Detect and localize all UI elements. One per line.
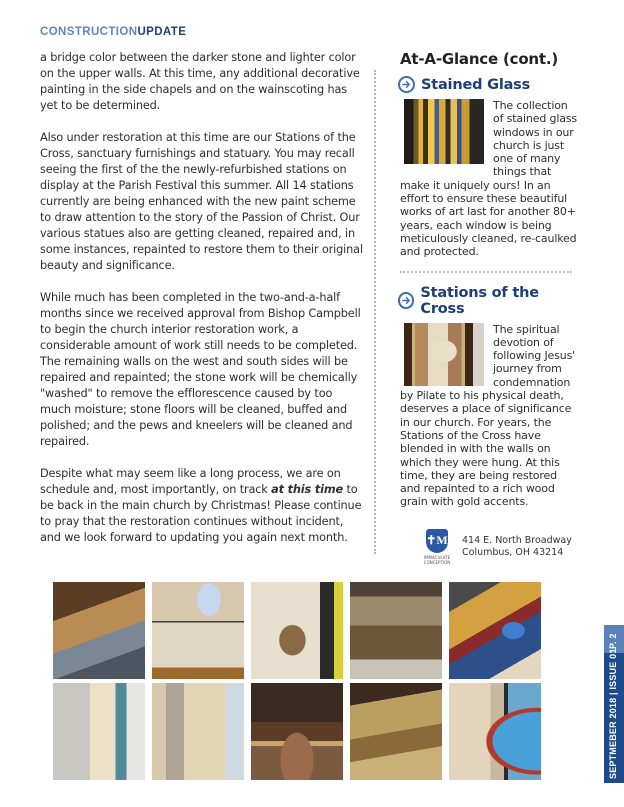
kicker-update: UPDATE bbox=[137, 26, 187, 38]
section-kicker bbox=[40, 26, 186, 38]
station-painting-photo bbox=[404, 323, 484, 386]
immaculate-conception-logo bbox=[422, 529, 452, 565]
section-title: Stations of the Cross bbox=[420, 284, 539, 317]
photo-arched-stained-glass-window bbox=[449, 683, 541, 780]
article-paragraph-1: a bridge color between the darker stone and lighter color on the upper walls. At this time, any additional decorative painting in the side chapels and on the wainscoting has yet to be determined. bbox=[40, 51, 360, 112]
section-stations-of-the-cross bbox=[400, 285, 580, 509]
arrow-circle-right-icon bbox=[398, 292, 414, 309]
shield-icon: ✝M bbox=[426, 529, 448, 553]
issue-date: SEPTMEBER 2018 | ISSUE 01 bbox=[608, 648, 618, 779]
section-separator bbox=[400, 271, 572, 273]
article-paragraph-4 bbox=[40, 466, 366, 546]
kicker-construction: CONSTRUCTION bbox=[40, 26, 138, 38]
section-stained-glass bbox=[400, 76, 580, 259]
photo-stone-floor-cleaning bbox=[350, 683, 442, 780]
photo-station-frame-carried bbox=[251, 582, 343, 679]
arrow-circle-right-icon bbox=[398, 76, 415, 93]
photo-stained-glass-triptych-wall bbox=[152, 582, 244, 679]
sidebar-title: At-A-Glance (cont.) bbox=[400, 50, 559, 68]
section-body bbox=[400, 323, 580, 509]
at-a-glance-sidebar bbox=[400, 50, 580, 565]
photo-repainted-wall-corner bbox=[152, 683, 244, 780]
section-text: The collection of stained glass windows in our church is just one of many things that make it uniquely ours! In an effort to ensure these beautiful works of art last for another 80+ years, each window is being meticulously cleaned, re-caulked and protected. bbox=[400, 99, 577, 259]
page-number: P. 2 bbox=[608, 633, 618, 649]
section-heading bbox=[398, 285, 580, 317]
section-text: The spiritual devotion of following Jesus' journey from condemnation by Pilate to his physical death, deserves a place of significance in our church. For years, the Stations of the Cross have blended in with the walls on which they were hung. At this time, they are being restored and repainted to a rich wood grain with gold accents. bbox=[400, 322, 576, 509]
photo-arched-station-frame bbox=[251, 683, 343, 780]
emphasis-at-this-time: at this time bbox=[271, 483, 343, 496]
issue-page-tab bbox=[604, 625, 624, 783]
paragraph-4-start: Despite what may seem like a long process, we are on schedule and, most importantly, on track bbox=[40, 467, 341, 496]
section-body bbox=[400, 99, 580, 259]
section-heading bbox=[398, 76, 580, 93]
paragraph-4-end: to be back in the main church by Christmas! Please continue to pray that the restoration continues without incident, and we look forward to updating you again next month. bbox=[40, 483, 362, 544]
article-paragraph-3: While much has been completed in the two-and-a-half months since we received approval from Bishop Campbell to begin the church interior restoration work, a considerable amount of work still needs to be completed. The remaining walls on the west and south sides will be repaired and repainted; the stone work will be chemically "washed" to remove the efflorescence caused by too much moisture; stone floors will be cleaned, buffed and polished; and the pews and kneelers will be cleaned and repaired. bbox=[40, 291, 361, 448]
stained-glass-photo bbox=[404, 99, 484, 164]
parish-address bbox=[462, 535, 572, 559]
photo-nave-with-covered-pews bbox=[350, 582, 442, 679]
column-divider bbox=[374, 70, 376, 554]
photo-stained-glass-closeup bbox=[449, 582, 541, 679]
restoration-photo-grid bbox=[53, 582, 541, 780]
parish-contact bbox=[422, 529, 580, 565]
photo-scaffolding-side-chapel bbox=[53, 683, 145, 780]
photo-scaffolding-brick-wall bbox=[53, 582, 145, 679]
address-line-1: 414 E. North Broadway bbox=[462, 534, 572, 546]
main-article bbox=[40, 50, 366, 562]
logo-caption: IMMACULATE CONCEPTION bbox=[423, 554, 451, 565]
address-line-2: Columbus, OH 43214 bbox=[462, 546, 564, 558]
section-title: Stained Glass bbox=[421, 76, 531, 93]
article-paragraph-2: Also under restoration at this time are our Stations of the Cross, sanctuary furnishings and statuary. You may recall seeing the first of the the newly-refurbished stations on display at the Parish Festival this summer. All 14 stations currently are being enhanced with the new paint scheme to draw attention to the story of the Passion of Christ. Our various statues also are getting cleaned, repaired and, in some instances, repainted to restore them to their original beauty and significance. bbox=[40, 131, 363, 272]
